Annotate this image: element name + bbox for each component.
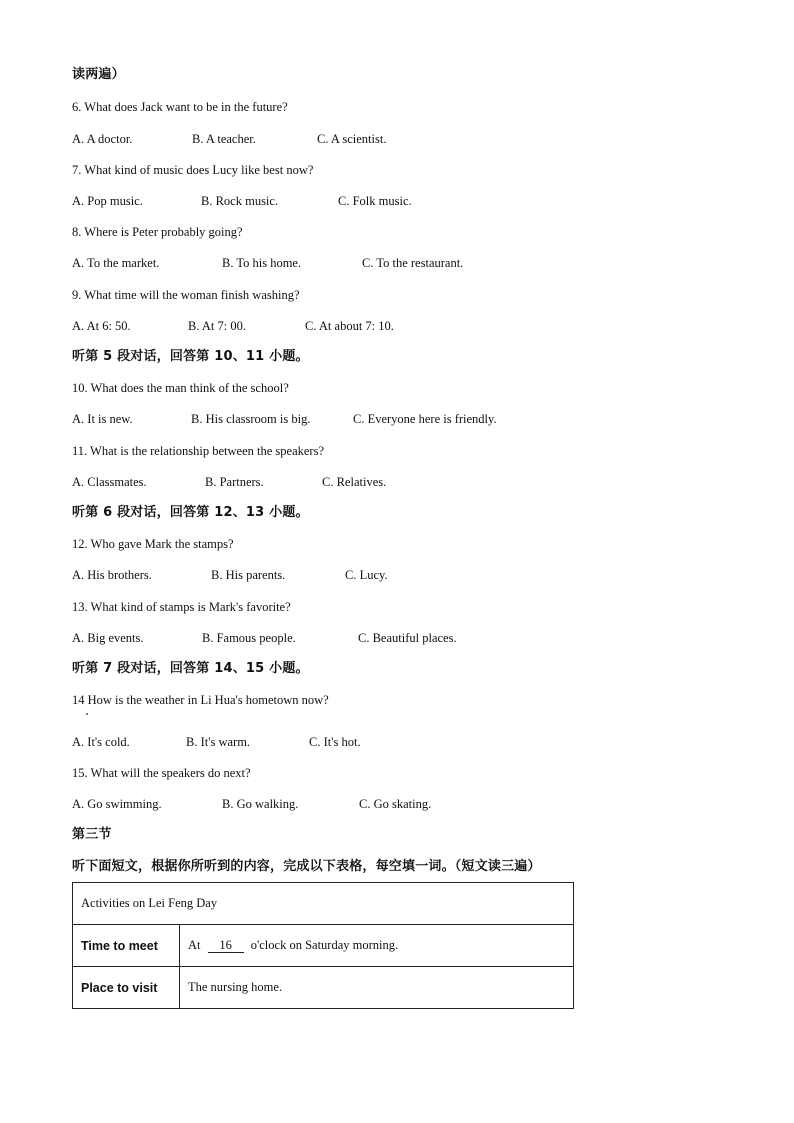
section-7-heading: 听第 7 段对话，回答第 14、15 小题。 xyxy=(72,661,309,676)
option-c: C. Lucy. xyxy=(345,568,388,582)
question-7: 7. What kind of music does Lucy like best now? xyxy=(72,163,314,177)
section-5-heading: 听第 5 段对话，回答第 10、11 小题。 xyxy=(72,349,309,364)
option-a: A. A doctor. xyxy=(72,132,133,146)
option-c: C. To the restaurant. xyxy=(362,256,464,270)
option-a: A. Big events. xyxy=(72,631,144,645)
activities-table xyxy=(72,882,574,1009)
table-row xyxy=(73,925,574,967)
question-13: 13. What kind of stamps is Mark's favorite? xyxy=(72,600,291,614)
options-7 xyxy=(72,193,572,209)
option-b: B. Famous people. xyxy=(202,631,296,645)
option-b: B. It's warm. xyxy=(186,735,251,749)
option-b: B. At 7: 00. xyxy=(188,319,246,333)
option-b: B. Go walking. xyxy=(222,797,299,811)
row-label-place: Place to visit xyxy=(73,967,180,1009)
option-c: C. Beautiful places. xyxy=(358,631,457,645)
option-b: B. Partners. xyxy=(205,475,264,489)
option-c: C. Go skating. xyxy=(359,797,432,811)
options-6 xyxy=(72,131,572,147)
question-11: 11. What is the relationship between the speakers? xyxy=(72,444,325,458)
option-a: A. At 6: 50. xyxy=(72,319,131,333)
row-label-time: Time to meet xyxy=(73,925,180,967)
table-title: Activities on Lei Feng Day xyxy=(73,883,574,925)
question-15: 15. What will the speakers do next? xyxy=(72,766,251,780)
time-prefix: At xyxy=(188,938,201,952)
option-b: B. His parents. xyxy=(211,568,286,582)
option-b: B. Rock music. xyxy=(201,194,279,208)
row-value-place: The nursing home. xyxy=(180,967,574,1009)
options-12 xyxy=(72,567,572,583)
stray-dot xyxy=(86,713,88,715)
option-a: A. Go swimming. xyxy=(72,797,162,811)
time-suffix: o'clock on Saturday morning. xyxy=(250,938,399,952)
options-13 xyxy=(72,630,572,646)
question-8: 8. Where is Peter probably going? xyxy=(72,225,243,239)
option-c: C. A scientist. xyxy=(317,132,387,146)
option-b: B. To his home. xyxy=(222,256,302,270)
option-c: C. It's hot. xyxy=(309,735,361,749)
part-3-title: 第三节 xyxy=(72,827,112,842)
option-c: C. At about 7: 10. xyxy=(305,319,394,333)
part-3-instruction: 听下面短文，根据你所听到的内容，完成以下表格，每空填一词。（短文读三遍） xyxy=(72,859,541,874)
option-b: B. A teacher. xyxy=(192,132,256,146)
options-11 xyxy=(72,474,572,490)
option-b: B. His classroom is big. xyxy=(191,412,311,426)
table-row xyxy=(73,967,574,1009)
option-c: C. Relatives. xyxy=(322,475,387,489)
options-15 xyxy=(72,796,572,812)
option-c: C. Folk music. xyxy=(338,194,412,208)
option-a: A. His brothers. xyxy=(72,568,152,582)
option-a: A. Pop music. xyxy=(72,194,143,208)
question-6: 6. What does Jack want to be in the future? xyxy=(72,100,288,114)
question-10: 10. What does the man think of the school? xyxy=(72,381,289,395)
option-a: A. Classmates. xyxy=(72,475,147,489)
table-title-row xyxy=(73,883,574,925)
section-6-heading: 听第 6 段对话，回答第 12、13 小题。 xyxy=(72,505,309,520)
instruction-tail: 读两遍） xyxy=(72,67,125,82)
option-a: A. It's cold. xyxy=(72,735,130,749)
question-14: 14 How is the weather in Li Hua's hometown now? xyxy=(72,693,329,707)
question-12: 12. Who gave Mark the stamps? xyxy=(72,537,234,551)
option-a: A. It is new. xyxy=(72,412,133,426)
row-value-time xyxy=(180,925,574,967)
options-8 xyxy=(72,255,572,271)
option-c: C. Everyone here is friendly. xyxy=(353,412,497,426)
options-14 xyxy=(72,734,572,750)
option-a: A. To the market. xyxy=(72,256,160,270)
answer-blank-16: 16 xyxy=(208,939,244,953)
question-9: 9. What time will the woman finish washing? xyxy=(72,288,300,302)
options-10 xyxy=(72,411,572,427)
options-9 xyxy=(72,318,572,334)
